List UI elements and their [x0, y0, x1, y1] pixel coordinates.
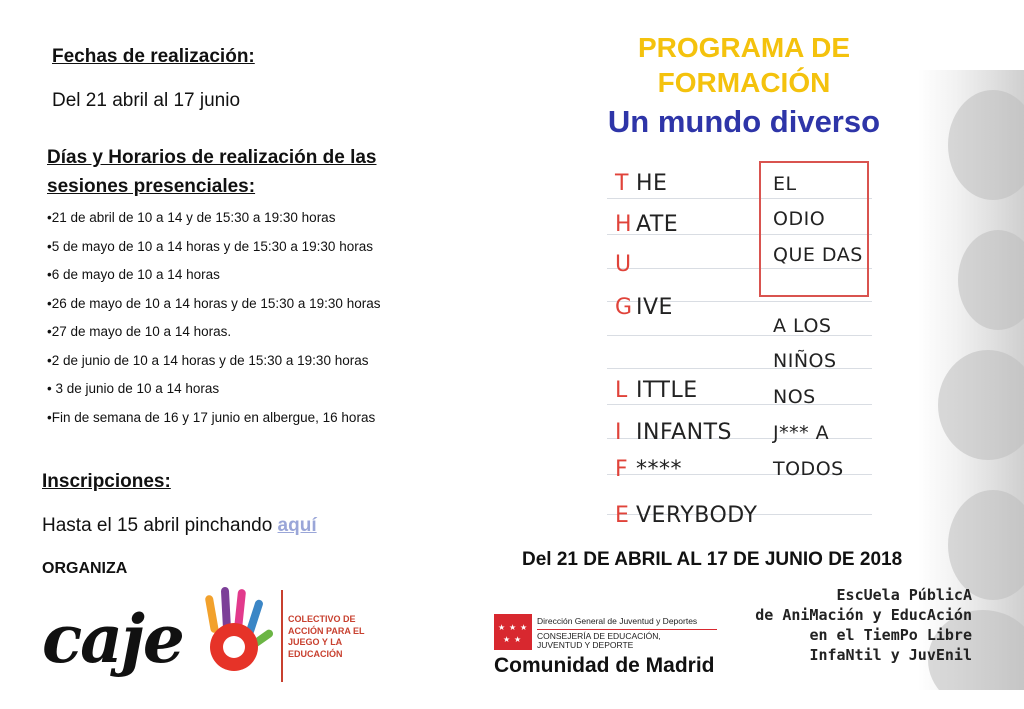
- thug-life-notebook: [607, 160, 872, 530]
- schedule-item: •6 de mayo de 10 a 14 horas: [47, 267, 220, 282]
- caje-description: COLECTIVO DE ACCIÓN PARA EL JUEGO Y LA EDUCACIÓN: [288, 614, 365, 659]
- acrostic-word: ATE: [636, 212, 679, 237]
- acrostic-word: IVE: [636, 295, 673, 320]
- svg-text:★: ★: [509, 623, 517, 632]
- madrid-consejeria: CONSEJERÍA DE EDUCACIÓN, JUVENTUD Y DEPORTE: [537, 631, 661, 650]
- acrostic-letter: L: [615, 378, 628, 403]
- acrostic-letter: E: [615, 503, 629, 528]
- spanish-word: TODOS: [773, 458, 844, 480]
- acrostic-letter: I: [615, 420, 622, 445]
- acrostic-word: HE: [636, 171, 668, 196]
- date-banner: Del 21 DE ABRIL AL 17 DE JUNIO DE 2018: [522, 549, 903, 570]
- svg-text:★: ★: [498, 623, 506, 632]
- madrid-dg: Dirección General de Juventud y Deportes: [537, 616, 698, 626]
- schedule-item: •27 de mayo de 10 a 14 horas.: [47, 324, 232, 339]
- box-word: ODIO: [773, 208, 826, 230]
- registration-link[interactable]: aquí: [277, 515, 317, 536]
- organiza-label: ORGANIZA: [42, 560, 128, 577]
- acrostic-letter: G: [615, 295, 633, 320]
- spanish-word: A LOS: [773, 315, 832, 337]
- acrostic-word: VERYBODY: [636, 503, 758, 528]
- school-logo: EscUela PúblicA de AniMación y EducAción en el TiemPo Libre InfaNtil y JuvEnil: [755, 586, 972, 664]
- box-word: QUE DAS: [773, 244, 863, 266]
- acrostic-letter: H: [615, 212, 632, 237]
- acrostic-word: ITTLE: [636, 378, 698, 403]
- acrostic-letter: T: [615, 171, 629, 196]
- registration-text: Hasta el 15 abril pinchando: [42, 515, 273, 536]
- spanish-word: NOS: [773, 386, 816, 408]
- spanish-word: NIÑOS: [773, 350, 837, 372]
- box-word: EL: [773, 173, 797, 195]
- schedule-heading-line2: sesiones presenciales:: [47, 176, 256, 197]
- svg-text:★: ★: [514, 635, 522, 644]
- svg-text:★: ★: [520, 623, 528, 632]
- schedule-heading-line1: Días y Horarios de realización de las: [47, 147, 377, 168]
- madrid-flag-icon: [494, 614, 532, 650]
- acrostic-letter: U: [615, 252, 632, 277]
- dates-text: Del 21 abril al 17 junio: [52, 90, 241, 111]
- caje-wordmark: caje: [42, 600, 183, 678]
- schedule-item: •21 de abril de 10 a 14 y de 15:30 a 19:30 horas: [47, 210, 336, 225]
- program-subtitle: Un mundo diverso: [607, 104, 881, 139]
- madrid-rule: [537, 629, 717, 630]
- schedule-list: [47, 210, 487, 438]
- acrostic-word: INFANTS: [636, 420, 732, 445]
- dates-heading: Fechas de realización:: [52, 46, 255, 67]
- madrid-name: Comunidad de Madrid: [494, 654, 715, 677]
- registration-heading: Inscripciones:: [42, 471, 171, 492]
- program-title: PROGRAMA DE FORMACIÓN: [637, 32, 851, 98]
- acrostic-letter: F: [615, 457, 628, 482]
- schedule-item: • 3 de junio de 10 a 14 horas: [47, 381, 220, 396]
- schedule-item: •2 de junio de 10 a 14 horas y de 15:30 a 19:30 horas: [47, 352, 369, 368]
- registration-line: [42, 515, 317, 537]
- schedule-item: •5 de mayo de 10 a 14 horas y de 15:30 a 19:30 horas: [47, 238, 373, 254]
- spanish-word: J*** A: [773, 422, 830, 444]
- schedule-item: •26 de mayo de 10 a 14 horas y de 15:30 a 19:30 horas: [47, 295, 381, 311]
- caje-divider: [281, 590, 283, 682]
- schedule-item: •Fin de semana de 16 y 17 junio en albergue, 16 horas: [47, 409, 376, 425]
- svg-text:★: ★: [503, 635, 511, 644]
- caje-hand-icon: [200, 585, 280, 680]
- acrostic-word: ****: [636, 457, 682, 482]
